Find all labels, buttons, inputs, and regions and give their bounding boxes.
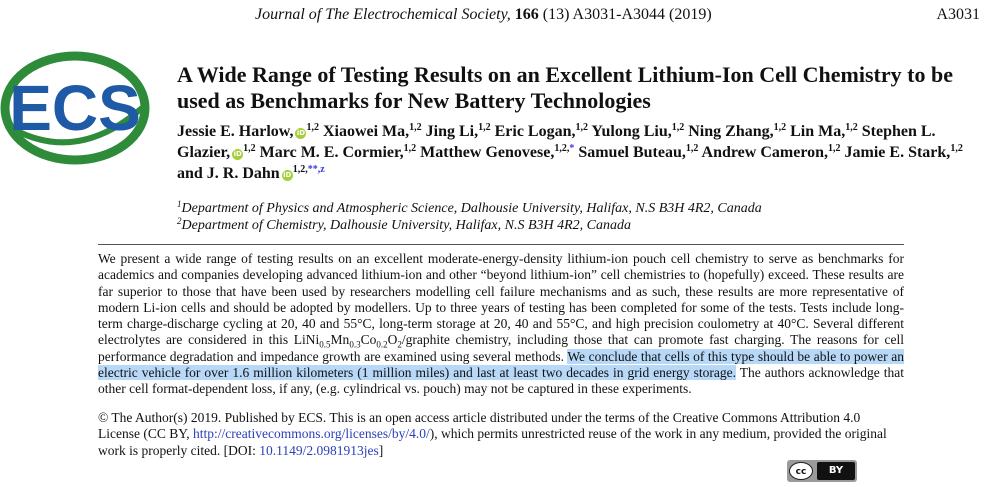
- affiliation-1: $^1$Department of Physics and Atmospheric Science, Dalhousie University, Halifax, N.S B3H 4R2, Canada: [177, 199, 762, 216]
- journal-header: [255, 6, 712, 24]
- author-name: Jamie E. Stark,: [844, 144, 951, 161]
- author-name: Samuel Buteau,: [578, 144, 686, 161]
- orcid-icon[interactable]: iD: [296, 129, 306, 137]
- author: [688, 123, 786, 140]
- author-affiliation-mark: 1,2: [306, 122, 319, 133]
- author-affiliation-mark: 1,2,: [292, 164, 308, 175]
- ecs-logo: [0, 48, 150, 166]
- author: [845, 144, 963, 161]
- journal-issue-pages: (13) A3031-A3044 (2019): [542, 6, 712, 23]
- author-name: Matthew Genovese,: [420, 144, 555, 161]
- cc-by-badge[interactable]: [787, 460, 857, 482]
- author: [177, 165, 325, 182]
- author-affiliation-mark: 1,2: [409, 122, 422, 133]
- author: [426, 123, 491, 140]
- svg-text:ECS: ECS: [9, 72, 141, 144]
- author-affiliation-mark: 1,2: [828, 143, 841, 154]
- author-affiliation-mark: 1,2: [773, 122, 787, 133]
- author-footnote-mark[interactable]: *: [569, 143, 575, 154]
- journal-volume: 166: [514, 6, 539, 23]
- author-name: Eric Logan,: [494, 123, 576, 140]
- author-name: Xiaowei Ma,: [322, 123, 410, 140]
- highlighted-conclusion[interactable]: We conclude that cells of this type should be able to power an electric vehicle for over 1.6 million kilometers (1 million miles) and last at least two decades in grid energy storage.: [98, 348, 904, 381]
- journal-name: Journal of The Electrochemical Society,: [255, 6, 511, 23]
- author-list: [177, 121, 987, 184]
- license-statement: © The Author(s) 2019. Published by ECS. This is an open access article distributed under the terms of the Creative Commons Attribution 4.0 License (CC BY, http://creativecommons.org/licenses/by/4.0/), which permits unrestricted reuse of the work in any medium, provided the original work is properly cited. [DOI: 10.1149/2.0981913jes]: [98, 410, 887, 458]
- cc-license-link[interactable]: http://creativecommons.org/licenses/by/4.0/: [193, 426, 430, 442]
- author-name: Andrew Cameron,: [701, 144, 829, 161]
- author-footnote-mark[interactable]: **,z: [307, 164, 325, 175]
- page-number: A3031: [936, 6, 980, 23]
- doi-link[interactable]: 10.1149/2.0981913jes: [259, 442, 379, 458]
- cc-icon: cc: [789, 462, 813, 480]
- author-affiliation-mark: 1,2: [243, 143, 256, 154]
- cc-by-label: BY: [817, 462, 855, 480]
- author-affiliation-mark: 1,2: [671, 122, 685, 133]
- affiliations: [177, 200, 762, 234]
- author-affiliation-mark: 1,2: [950, 143, 963, 154]
- orcid-icon[interactable]: iD: [283, 171, 292, 179]
- author: [591, 123, 684, 140]
- abstract-text: We present a wide range of testing results on an excellent moderate-energy-density lithium-ion pouch cell chemistry to serve as benchmarks for academics and companies developing advanced lithium-ion and other “beyond lithium-ion” cell chemistries to (hopefully) exceed. These results are far superior to those that have been used by researchers modelling cell failure mechanisms and as such, these results are more representative of modern Li-ion cells and should be adopted by modellers. Up to three years of testing has been completed for some of the tests. Tests include long-term charge-discharge cycling at 20, 40 and 55°C, long-term storage at 20, 40 and 55°C, and high precision coulometry at 40°C. Several different electrolytes are considered in this $LiNi_{0.5}Mn_{0.3}Co_{0.2}O_2$/graphite chemistry, including those that can promote fast charging. The reasons for cell performance degradation and impedance growth are examined using several methods. We conclude that cells of this type should be able to power an electric vehicle for over 1.6 million kilometers (1 million miles) and last at least two decades in grid energy storage. The authors acknowledge that other cell format-dependent loss, if any, (e.g. cylindrical vs. pouch) may not be captured in these experiments.: [98, 251, 904, 397]
- article-title: A Wide Range of Testing Results on an Excellent Lithium-Ion Cell Chemistry to be used as Benchmarks for New Battery Technologies: [177, 62, 953, 113]
- author: [420, 144, 574, 161]
- author-name: Lin Ma,: [790, 123, 846, 140]
- author-name: Ning Zhang,: [688, 123, 774, 140]
- author-affiliation-mark: 1,2: [685, 143, 699, 154]
- author: [790, 123, 858, 140]
- author-name: Yulong Liu,: [591, 123, 672, 140]
- affiliation-2: $^2$Department of Chemistry, Dalhousie University, Halifax, N.S B3H 4R2, Canada: [177, 216, 632, 233]
- author-affiliation-mark: 1,2: [478, 122, 491, 133]
- author: [260, 144, 416, 161]
- author-affiliation-mark: 1,2: [403, 143, 417, 154]
- author-affiliation-mark: 1,2: [575, 122, 588, 133]
- author: [702, 144, 841, 161]
- author-name: and J. R. Dahn: [177, 165, 280, 182]
- author: [323, 123, 422, 140]
- divider: [98, 244, 904, 245]
- author-affiliation-mark: 1,2: [845, 122, 858, 133]
- author: [578, 144, 698, 161]
- author-name: Jing Li,: [425, 123, 479, 140]
- author: [177, 123, 319, 140]
- orcid-icon[interactable]: iD: [233, 150, 242, 158]
- abstract: [98, 251, 904, 398]
- author-name: Jessie E. Harlow,: [177, 123, 294, 140]
- author: [495, 123, 588, 140]
- author-name: Stephen L. Glazier,: [177, 123, 936, 161]
- author-affiliation-mark: 1,2,: [554, 143, 570, 154]
- author-name: Marc M. E. Cormier,: [259, 144, 404, 161]
